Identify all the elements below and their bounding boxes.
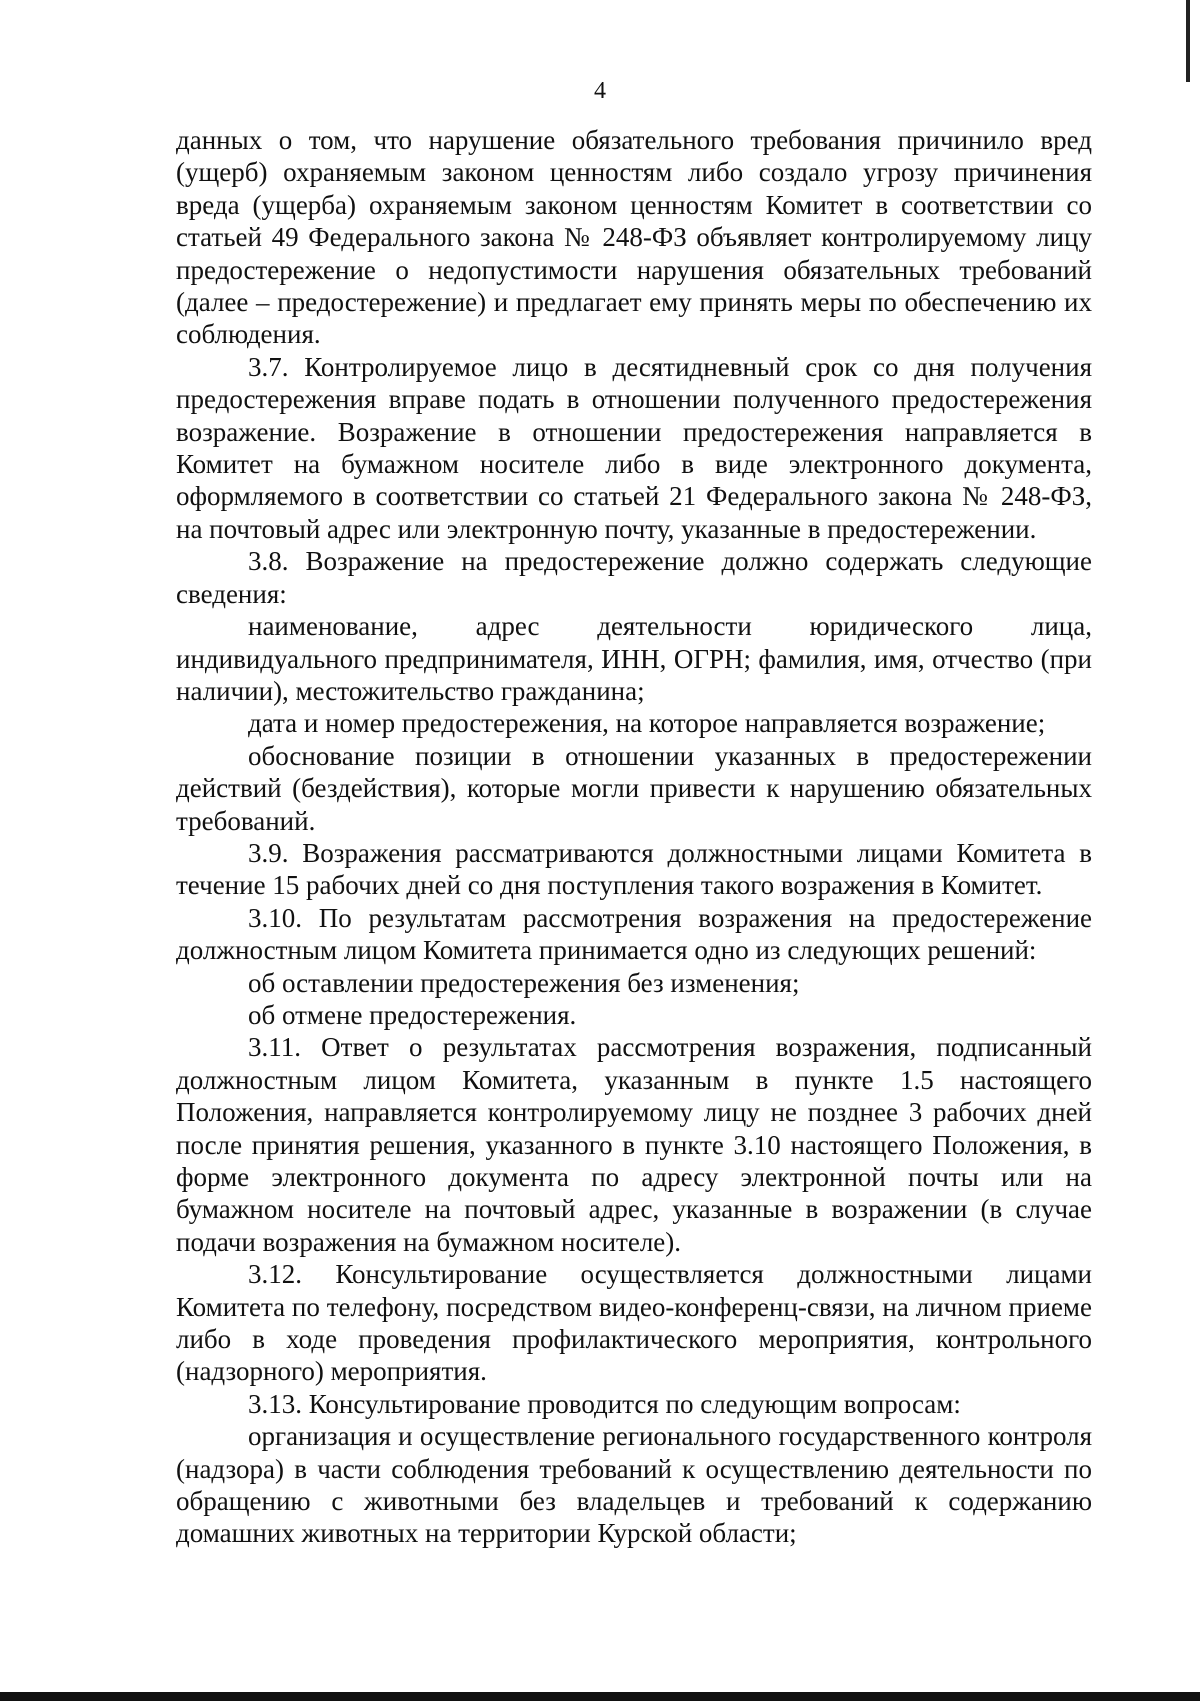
page-number: 4	[594, 78, 606, 104]
list-item-leave-unchanged: об оставлении предостережения без изменения;	[248, 967, 800, 998]
scan-edge-bottom	[0, 1692, 1200, 1701]
list-item-name-address: наименование, адрес деятельности юридического лица, индивидуального предпринимателя, ИНН, ОГРН; фамилия, имя, отчество (при наличии), местожительство гражданина;	[176, 611, 1092, 706]
scan-edge-right	[1186, 0, 1190, 82]
paragraph-3-9: 3.9. Возражения рассматриваются должностными лицами Комитета в течение 15 рабочих дней со дня поступления такого возражения в Комитет.	[176, 837, 1092, 901]
list-item-justification: обоснование позиции в отношении указанных в предостережении действий (бездействия), которые могли привести к нарушению обязательных требований.	[176, 740, 1092, 836]
list-item-cancel: об отмене предостережения.	[248, 999, 577, 1030]
paragraph-3-13: 3.13. Консультирование проводится по следующим вопросам:	[248, 1388, 961, 1419]
page-body	[176, 124, 1092, 1550]
list-item-date-number: дата и номер предостережения, на которое направляется возражение;	[248, 708, 1046, 739]
paragraph-3-10: 3.10. По результатам рассмотрения возражения на предостережение должностным лицом Комитета принимается одно из следующих решений:	[176, 902, 1092, 966]
paragraph-3-11: 3.11. Ответ о результатах рассмотрения возражения, подписанный должностным лицом Комитета, указанным в пункте 1.5 настоящего Положения, направляется контролируемому лицу не позднее 3 рабочих дней после принятия решения, указанного в пункте 3.10 настоящего Положения, в форме электронного документа по адресу электронной почты или на бумажном носителе на почтовый адрес, указанные в возражении (в случае подачи возражения на бумажном носителе).	[176, 1032, 1092, 1257]
paragraph-3-8: 3.8. Возражение на предостережение должно содержать следующие сведения:	[176, 546, 1092, 609]
paragraph-continuation: данных о том, что нарушение обязательного требования причинило вред (ущерб) охраняемым законом ценностям либо создало угрозу причинения вреда (ущерба) охраняемым законом ценностям Комитет в соответствии со статьей 49 Федерального закона № 248-ФЗ объявляет контролируемому лицу предостережение о недопустимости нарушения обязательных требований (далее – предостережение) и предлагает ему принять меры по обеспечению их соблюдения.	[176, 125, 1092, 350]
list-item-organization: организация и осуществление регионального государственного контроля (надзора) в части соблюдения требований к осуществлению деятельности по обращению с животными без владельцев и требований к содержанию домашних животных на территории Курской области;	[176, 1421, 1092, 1549]
paragraph-3-12: 3.12. Консультирование осуществляется должностными лицами Комитета по телефону, посредством видео-конференц-связи, на личном приеме либо в ходе проведения профилактического мероприятия, контрольного (надзорного) мероприятия.	[176, 1259, 1092, 1387]
paragraph-3-7: 3.7. Контролируемое лицо в десятидневный срок со дня получения предостережения вправе подать в отношении полученного предостережения возражение. Возражение в отношении предостережения направляется в Комитет на бумажном носителе либо в виде электронного документа, оформляемого в соответствии со статьей 21 Федерального закона № 248-ФЗ, на почтовый адрес или электронную почту, указанные в предостережении.	[176, 351, 1092, 544]
